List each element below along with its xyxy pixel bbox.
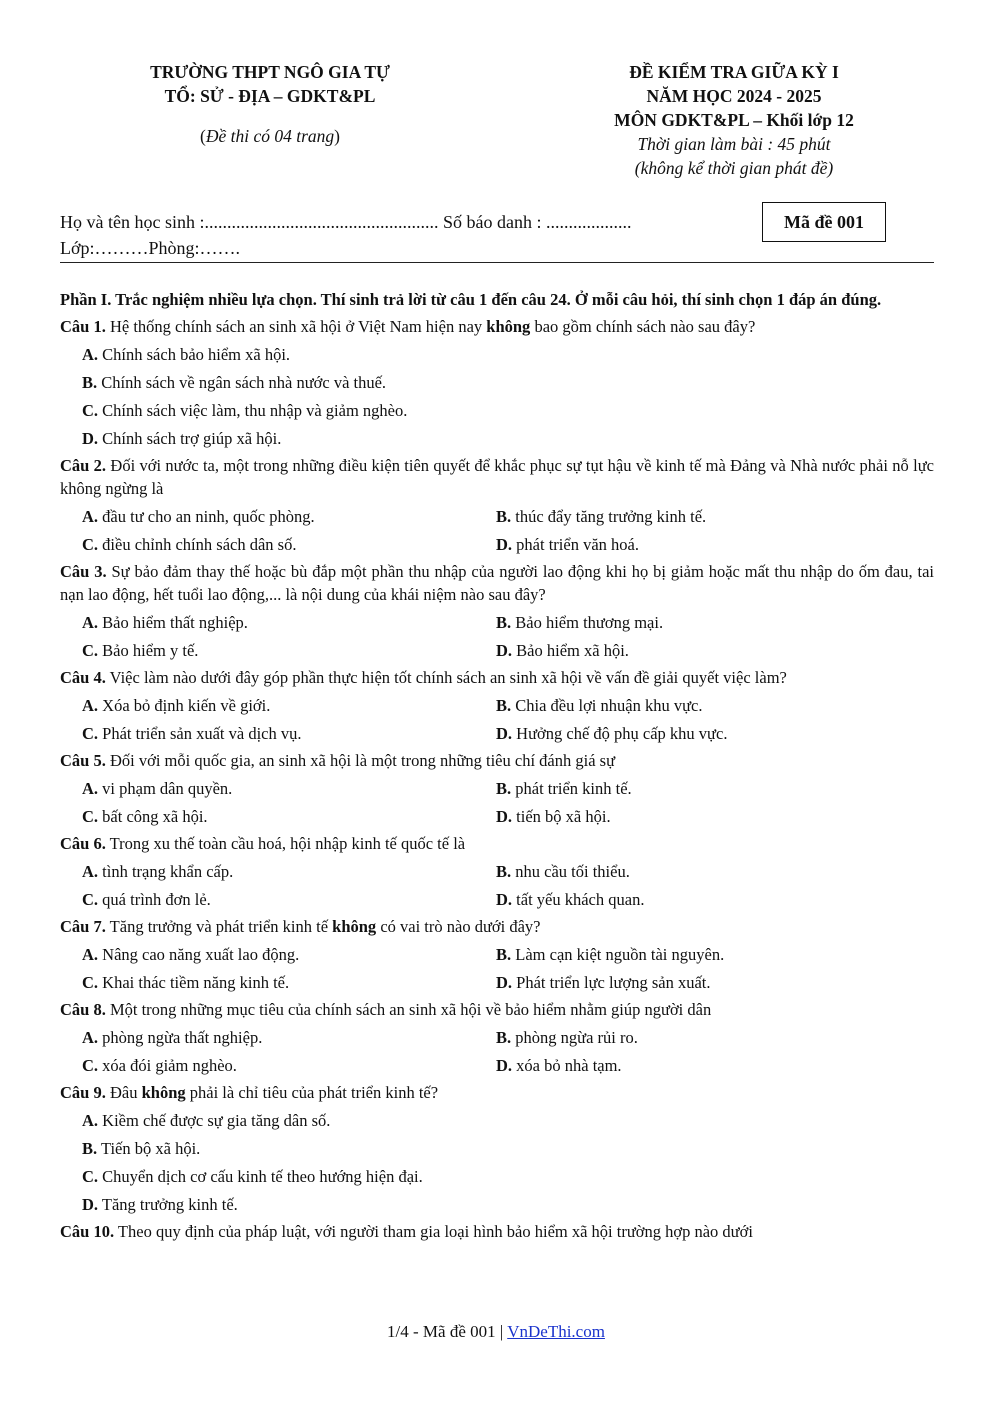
option-text: tình trạng khẩn cấp. — [98, 862, 234, 881]
answer-option — [82, 722, 496, 745]
option-letter: C. — [82, 807, 99, 826]
answer-option — [60, 427, 934, 450]
answer-option — [60, 1193, 934, 1216]
option-text: Hưởng chế độ phụ cấp khu vực. — [512, 724, 728, 743]
option-text: xóa đói giảm nghèo. — [98, 1056, 237, 1075]
option-text: quá trình đơn lẻ. — [98, 890, 211, 909]
option-letter: B. — [496, 1028, 512, 1047]
answer-option — [82, 777, 496, 800]
answer-option — [60, 399, 934, 422]
question-number: Câu 7. — [60, 917, 106, 936]
option-text: Bảo hiểm y tế. — [98, 641, 199, 660]
duration-note: (không kể thời gian phát đề) — [634, 158, 834, 178]
question-text: Theo quy định của pháp luật, với người tham gia loại hình bảo hiểm xã hội trường hợp nào dưới — [114, 1222, 753, 1241]
question — [60, 832, 934, 855]
question-text: Việc làm nào dưới đây góp phần thực hiện tốt chính sách an sinh xã hội về vấn đề giải quyết việc làm? — [105, 668, 787, 687]
page-count-text: Đề thi có 04 trang — [205, 126, 335, 146]
option-letter: A. — [82, 779, 99, 798]
question — [60, 666, 934, 689]
question — [60, 749, 934, 772]
option-text: Tiến bộ xã hội. — [97, 1139, 201, 1158]
option-text: Kiềm chế được sự gia tăng dân số. — [98, 1111, 331, 1130]
option-text: Làm cạn kiệt nguồn tài nguyên. — [511, 945, 725, 964]
option-text: Xóa bỏ định kiến về giới. — [98, 696, 271, 715]
option-text: bất công xã hội. — [98, 807, 208, 826]
part1-title: Phần I. Trắc nghiệm nhiều lựa chọn. Thí sinh trả lời từ câu 1 đến câu 24. Ở mỗi câu hỏi, thí sinh chọn 1 đáp án đúng. — [60, 290, 882, 309]
answer-option — [496, 971, 910, 994]
answer-option — [82, 505, 496, 528]
option-letter: D. — [82, 1195, 99, 1214]
question-list — [60, 315, 934, 1243]
option-text: nhu cầu tối thiểu. — [511, 862, 630, 881]
option-letter: D. — [496, 535, 513, 554]
question — [60, 1081, 934, 1104]
answer-options — [60, 694, 934, 745]
question-text: Tăng trưởng và phát triển kinh tế — [105, 917, 333, 936]
option-text: tiến bộ xã hội. — [512, 807, 611, 826]
question-text: Đối với nước ta, một trong những điều kiện tiên quyết để khắc phục sự tụt hậu về kinh tế mà Đảng và Nhà nước phải nỗ lực không ngừng là — [60, 456, 934, 498]
option-letter: D. — [496, 641, 513, 660]
option-letter: C. — [82, 890, 99, 909]
option-letter: C. — [82, 535, 99, 554]
answer-option — [496, 943, 910, 966]
option-letter: D. — [496, 890, 513, 909]
option-letter: C. — [82, 973, 99, 992]
option-text: Chính sách việc làm, thu nhập và giảm nghèo. — [98, 401, 408, 420]
option-text: Phát triển sản xuất và dịch vụ. — [98, 724, 302, 743]
option-letter: C. — [82, 641, 99, 660]
answer-options — [60, 777, 934, 828]
answer-option — [496, 1026, 910, 1049]
option-letter: B. — [496, 945, 512, 964]
answer-option — [496, 888, 910, 911]
option-letter: D. — [82, 429, 99, 448]
footer-text: 1/4 - Mã đề 001 | — [387, 1322, 508, 1341]
answer-option — [82, 639, 496, 662]
option-text: Chính sách trợ giúp xã hội. — [98, 429, 282, 448]
option-letter: D. — [496, 973, 513, 992]
answer-option — [496, 694, 910, 717]
option-text: tất yếu khách quan. — [512, 890, 645, 909]
answer-option — [82, 805, 496, 828]
question-text: Sự bảo đảm thay thế hoặc bù đắp một phần thu nhập của người lao động khi họ bị giảm hoặc mất thu nhập do ốm đau, tai nạn lao động, hết tuổi lao động,... là nội dung của khái niệm nào sau đây? — [60, 562, 935, 604]
option-text: đầu tư cho an ninh, quốc phòng. — [98, 507, 315, 526]
answer-option — [82, 1054, 496, 1077]
answer-options — [60, 860, 934, 911]
answer-option — [82, 943, 496, 966]
duration-line: Thời gian làm bài : 45 phút — [637, 134, 831, 154]
option-text: thúc đẩy tăng trưởng kinh tế. — [511, 507, 707, 526]
question — [60, 1220, 934, 1243]
question-number: Câu 5. — [60, 751, 106, 770]
question-number: Câu 4. — [60, 668, 106, 687]
question-text: Đối với mỗi quốc gia, an sinh xã hội là một trong những tiêu chí đánh giá sự — [105, 751, 616, 770]
question — [60, 915, 934, 938]
footer-link[interactable]: VnDeThi.com — [507, 1322, 605, 1341]
option-letter: B. — [496, 613, 512, 632]
option-text: Chia đều lợi nhuận khu vực. — [511, 696, 703, 715]
option-letter: C. — [82, 1167, 99, 1186]
answer-options — [60, 1026, 934, 1077]
question-text: Đâu — [105, 1083, 142, 1102]
student-info — [60, 202, 934, 263]
answer-option — [82, 888, 496, 911]
answer-option — [496, 722, 910, 745]
question-text-end: phải là chỉ tiêu của phát triển kinh tế? — [185, 1083, 439, 1102]
exam-title: ĐỀ KIỂM TRA GIỮA KỲ I — [629, 62, 839, 82]
answer-options — [60, 943, 934, 994]
option-letter: A. — [82, 1111, 99, 1130]
question-number: Câu 2. — [60, 456, 107, 475]
school-block — [60, 60, 480, 180]
option-text: phát triển kinh tế. — [511, 779, 632, 798]
option-letter: D. — [496, 807, 513, 826]
question-text-end: có vai trò nào dưới đây? — [376, 917, 541, 936]
exam-info-block — [534, 60, 934, 180]
option-letter: B. — [496, 862, 512, 881]
option-letter: B. — [496, 507, 512, 526]
question — [60, 998, 934, 1021]
answer-option — [82, 533, 496, 556]
answer-option — [60, 343, 934, 366]
school-year: NĂM HỌC 2024 - 2025 — [646, 86, 822, 106]
option-text: Khai thác tiềm năng kinh tế. — [98, 973, 290, 992]
option-text: Nâng cao năng xuất lao động. — [98, 945, 300, 964]
question-text: Hệ thống chính sách an sinh xã hội ở Việt Nam hiện nay — [105, 317, 487, 336]
option-letter: A. — [82, 613, 99, 632]
answer-option — [496, 611, 910, 634]
option-text: vi phạm dân quyền. — [98, 779, 233, 798]
student-name-line: Họ và tên học sinh :.................................................... Số báo danh : ................... — [60, 212, 632, 232]
question-number: Câu 10. — [60, 1222, 115, 1241]
answer-option — [82, 694, 496, 717]
question-text-end: bao gồm chính sách nào sau đây? — [530, 317, 756, 336]
option-text: Bảo hiểm thất nghiệp. — [98, 613, 248, 632]
question — [60, 560, 934, 606]
option-letter: A. — [82, 696, 99, 715]
option-letter: C. — [82, 1056, 99, 1075]
answer-options — [60, 505, 934, 556]
school-name: TRƯỜNG THPT NGÔ GIA TỰ — [150, 62, 390, 82]
question-number: Câu 8. — [60, 1000, 106, 1019]
option-letter: D. — [496, 724, 513, 743]
option-letter: C. — [82, 401, 99, 420]
question — [60, 454, 934, 500]
answer-option — [60, 371, 934, 394]
option-letter: D. — [496, 1056, 513, 1075]
answer-option — [496, 505, 910, 528]
answer-option — [82, 971, 496, 994]
option-text: phòng ngừa rủi ro. — [511, 1028, 638, 1047]
question-emphasis: không — [141, 1083, 186, 1102]
page-count-open-paren: ( — [200, 126, 206, 146]
option-letter: B. — [496, 696, 512, 715]
option-text: Chính sách về ngân sách nhà nước và thuế. — [97, 373, 387, 392]
class-room-line: Lớp:………Phòng:……. — [60, 238, 241, 258]
answer-option — [496, 805, 910, 828]
subject-line: MÔN GDKT&PL – Khối lớp 12 — [614, 110, 854, 130]
answer-option — [496, 639, 910, 662]
option-text: phòng ngừa thất nghiệp. — [98, 1028, 263, 1047]
option-letter: A. — [82, 862, 99, 881]
answer-option — [60, 1109, 934, 1132]
option-text: Phát triển lực lượng sản xuất. — [512, 973, 711, 992]
question-number: Câu 9. — [60, 1083, 106, 1102]
answer-options — [60, 611, 934, 662]
option-letter: A. — [82, 507, 99, 526]
answer-option — [496, 777, 910, 800]
option-letter: A. — [82, 1028, 99, 1047]
option-letter: A. — [82, 945, 99, 964]
option-text: xóa bỏ nhà tạm. — [512, 1056, 622, 1075]
question-emphasis: không — [332, 917, 377, 936]
option-text: Chính sách bảo hiểm xã hội. — [98, 345, 291, 364]
option-text: Chuyển dịch cơ cấu kinh tế theo hướng hiện đại. — [98, 1167, 423, 1186]
option-text: Bảo hiểm xã hội. — [512, 641, 629, 660]
option-text: Tăng trưởng kinh tế. — [98, 1195, 238, 1214]
answer-option — [496, 1054, 910, 1077]
option-letter: C. — [82, 724, 99, 743]
answer-option — [60, 1137, 934, 1160]
question-text: Trong xu thế toàn cầu hoá, hội nhập kinh tế quốc tế là — [105, 834, 466, 853]
option-letter: B. — [82, 373, 98, 392]
question-number: Câu 1. — [60, 317, 106, 336]
question-emphasis: không — [486, 317, 531, 336]
answer-option — [82, 1026, 496, 1049]
option-letter: A. — [82, 345, 99, 364]
exam-header — [60, 60, 934, 180]
answer-option — [82, 860, 496, 883]
page-count-note — [60, 124, 480, 148]
exam-code-box: Mã đề 001 — [762, 202, 886, 242]
option-text: Bảo hiểm thương mại. — [511, 613, 664, 632]
question-number: Câu 3. — [60, 562, 107, 581]
answer-option — [60, 1165, 934, 1188]
option-text: phát triển văn hoá. — [512, 535, 639, 554]
option-letter: B. — [496, 779, 512, 798]
answer-option — [496, 533, 910, 556]
answer-option — [496, 860, 910, 883]
department-name: TỔ: SỬ - ĐỊA – GDKT&PL — [164, 86, 376, 106]
page-count-close-paren: ) — [334, 126, 340, 146]
option-text: điều chỉnh chính sách dân số. — [98, 535, 297, 554]
page-footer — [0, 1322, 992, 1342]
answer-option — [82, 611, 496, 634]
exam-page — [60, 60, 934, 1243]
question-number: Câu 6. — [60, 834, 106, 853]
option-letter: B. — [82, 1139, 98, 1158]
question-text: Một trong những mục tiêu của chính sách an sinh xã hội về bảo hiểm nhằm giúp người dân — [105, 1000, 712, 1019]
question — [60, 315, 934, 338]
